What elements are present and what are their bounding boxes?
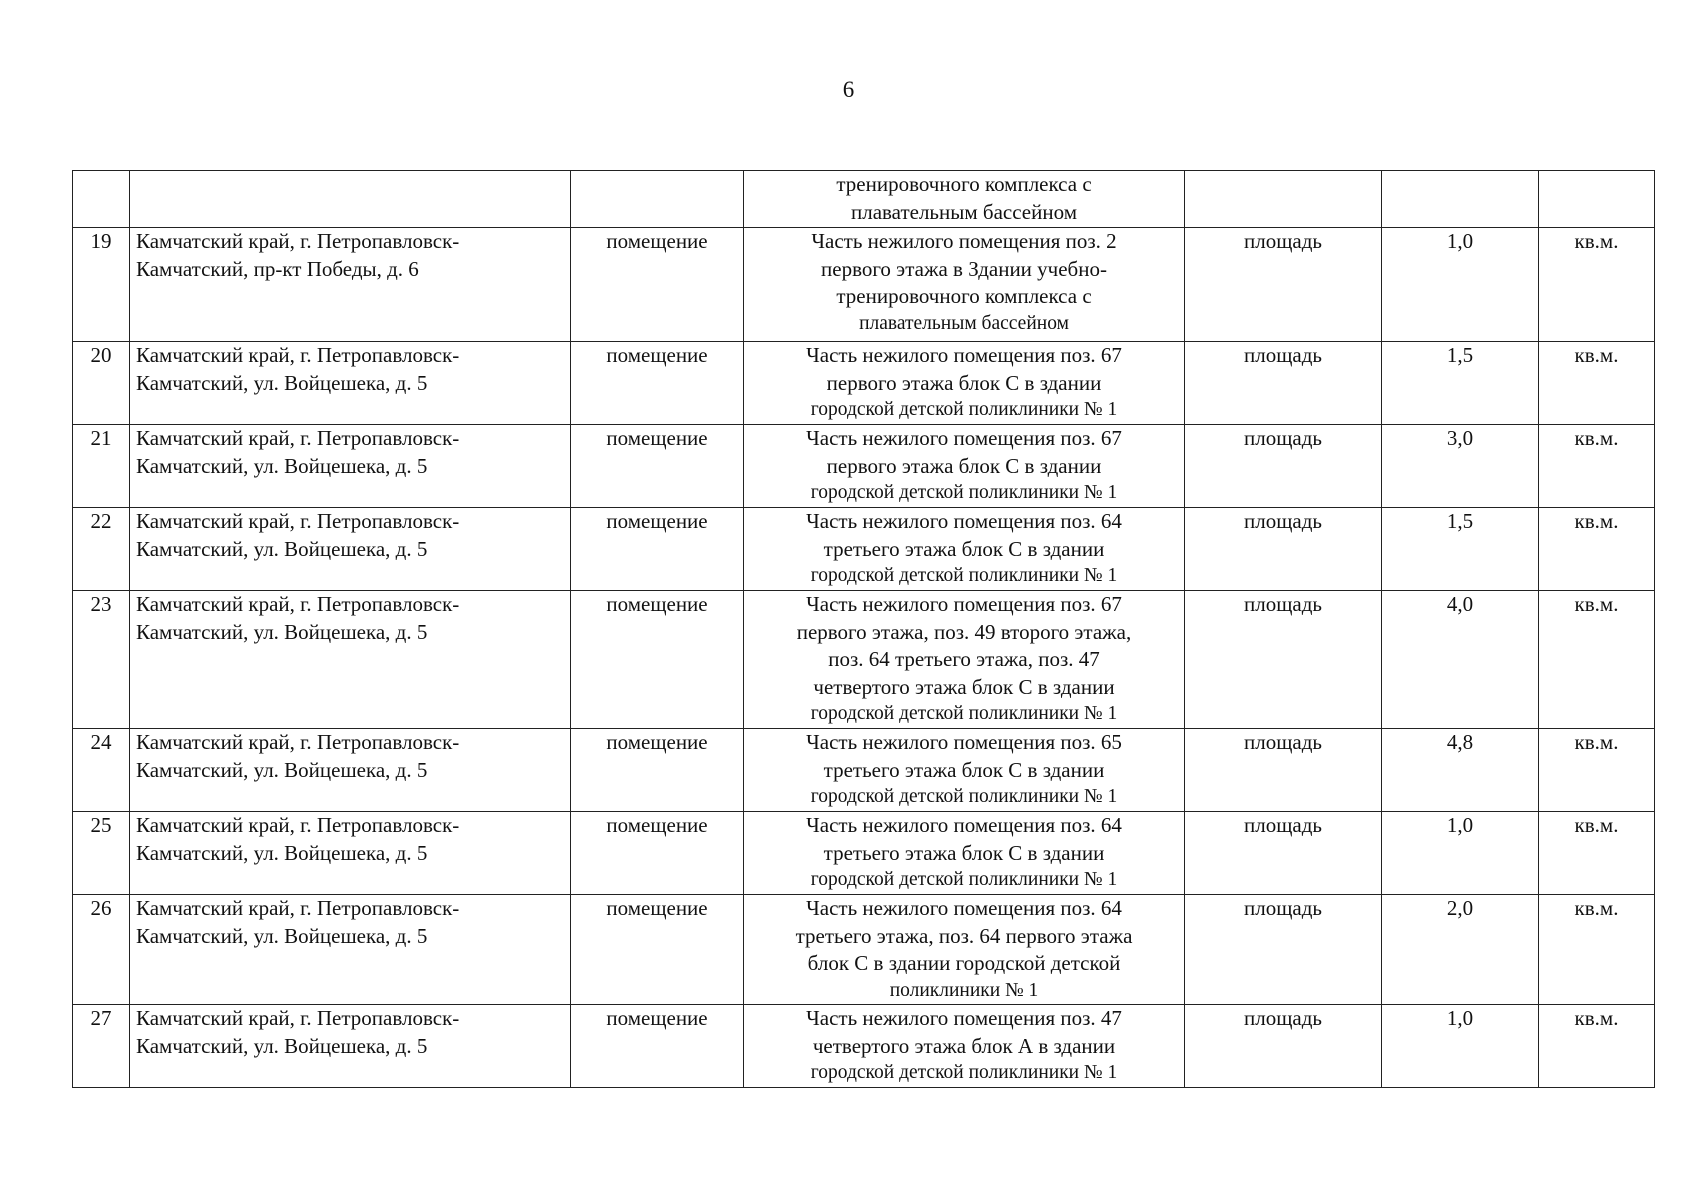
description-line: Часть нежилого помещения поз. 67 xyxy=(806,592,1122,616)
cell-type: помещение xyxy=(571,729,744,812)
table-body xyxy=(73,171,1655,1088)
cell-attribute xyxy=(1185,171,1382,228)
cell-type: помещение xyxy=(571,342,744,425)
description-line: плавательным бассейном xyxy=(859,312,1069,334)
cell-description xyxy=(744,508,1185,591)
cell-value: 3,0 xyxy=(1382,425,1539,508)
description-line: тренировочного комплекса с xyxy=(836,172,1092,196)
description-line: блок С в здании городской детской xyxy=(807,951,1121,975)
cell-description xyxy=(744,1005,1185,1088)
cell-number: 20 xyxy=(73,342,130,425)
table-row xyxy=(73,342,1655,425)
cell-type: помещение xyxy=(571,228,744,342)
description-line: городской детской поликлиники № 1 xyxy=(810,869,1118,890)
cell-address: Камчатский край, г. Петропавловск-Камчатский, ул. Войцешека, д. 5 xyxy=(130,895,571,1005)
cell-value: 4,0 xyxy=(1382,591,1539,729)
cell-value: 1,0 xyxy=(1382,228,1539,342)
description-line: городской детской поликлиники № 1 xyxy=(810,565,1118,586)
table-row xyxy=(73,1005,1655,1088)
cell-unit: кв.м. xyxy=(1539,812,1655,895)
cell-unit xyxy=(1539,171,1655,228)
description-line: третьего этажа, поз. 64 первого этажа xyxy=(795,923,1133,948)
description-line: четвертого этажа блок А в здании xyxy=(812,1033,1116,1058)
cell-unit: кв.м. xyxy=(1539,591,1655,729)
table-row-continuation xyxy=(73,171,1655,228)
description-line: плавательным бассейном xyxy=(851,199,1077,224)
cell-attribute: площадь xyxy=(1185,895,1382,1005)
cell-type: помещение xyxy=(571,591,744,729)
table-row xyxy=(73,812,1655,895)
cell-address: Камчатский край, г. Петропавловск-Камчатский, ул. Войцешека, д. 5 xyxy=(130,425,571,508)
table-row xyxy=(73,729,1655,812)
cell-address: Камчатский край, г. Петропавловск-Камчатский, ул. Войцешека, д. 5 xyxy=(130,812,571,895)
cell-unit: кв.м. xyxy=(1539,895,1655,1005)
description-line: Часть нежилого помещения поз. 2 xyxy=(811,229,1117,253)
cell-address: Камчатский край, г. Петропавловск-Камчатский, ул. Войцешека, д. 5 xyxy=(130,342,571,425)
cell-number: 27 xyxy=(73,1005,130,1088)
cell-attribute: площадь xyxy=(1185,729,1382,812)
cell-unit: кв.м. xyxy=(1539,1005,1655,1088)
cell-type: помещение xyxy=(571,1005,744,1088)
cell-number xyxy=(73,171,130,228)
cell-value: 2,0 xyxy=(1382,895,1539,1005)
cell-description xyxy=(744,228,1185,342)
cell-number: 19 xyxy=(73,228,130,342)
cell-attribute: площадь xyxy=(1185,812,1382,895)
description-line: Часть нежилого помещения поз. 67 xyxy=(806,343,1122,367)
cell-description xyxy=(744,171,1185,228)
cell-number: 23 xyxy=(73,591,130,729)
description-line: городской детской поликлиники № 1 xyxy=(810,1062,1118,1083)
cell-description xyxy=(744,729,1185,812)
cell-attribute: площадь xyxy=(1185,342,1382,425)
cell-number: 22 xyxy=(73,508,130,591)
description-line: городской детской поликлиники № 1 xyxy=(810,399,1118,420)
cell-value: 1,0 xyxy=(1382,812,1539,895)
description-line: четвертого этажа блок С в здании xyxy=(813,674,1115,699)
cell-type: помещение xyxy=(571,425,744,508)
cell-value xyxy=(1382,171,1539,228)
cell-attribute: площадь xyxy=(1185,228,1382,342)
cell-description xyxy=(744,812,1185,895)
cell-address: Камчатский край, г. Петропавловск-Камчатский, ул. Войцешека, д. 5 xyxy=(130,591,571,729)
description-line: третьего этажа блок С в здании xyxy=(823,757,1105,782)
description-line: городской детской поликлиники № 1 xyxy=(810,482,1118,503)
cell-value: 4,8 xyxy=(1382,729,1539,812)
cell-unit: кв.м. xyxy=(1539,508,1655,591)
cell-address: Камчатский край, г. Петропавловск-Камчатский, ул. Войцешека, д. 5 xyxy=(130,508,571,591)
cell-number: 24 xyxy=(73,729,130,812)
table-row xyxy=(73,425,1655,508)
table-row xyxy=(73,895,1655,1005)
description-line: Часть нежилого помещения поз. 64 xyxy=(806,896,1122,920)
cell-address xyxy=(130,171,571,228)
cell-attribute: площадь xyxy=(1185,591,1382,729)
description-line: Часть нежилого помещения поз. 64 xyxy=(806,509,1122,533)
cell-description xyxy=(744,895,1185,1005)
cell-type: помещение xyxy=(571,895,744,1005)
description-line: первого этажа блок С в здании xyxy=(826,370,1102,395)
description-line: Часть нежилого помещения поз. 64 xyxy=(806,813,1122,837)
cell-type: помещение xyxy=(571,508,744,591)
cell-value: 1,5 xyxy=(1382,508,1539,591)
description-line: поликлиники № 1 xyxy=(889,979,1039,1001)
cell-unit: кв.м. xyxy=(1539,729,1655,812)
cell-value: 1,0 xyxy=(1382,1005,1539,1088)
description-line: третьего этажа блок С в здании xyxy=(823,840,1105,865)
description-line: Часть нежилого помещения поз. 47 xyxy=(806,1006,1122,1030)
description-line: тренировочного комплекса с xyxy=(836,284,1092,308)
cell-description xyxy=(744,342,1185,425)
cell-number: 26 xyxy=(73,895,130,1005)
description-line: первого этажа, поз. 49 второго этажа, xyxy=(796,619,1132,644)
description-line: городской детской поликлиники № 1 xyxy=(810,786,1118,807)
table-row xyxy=(73,591,1655,729)
description-line: первого этажа блок С в здании xyxy=(826,453,1102,478)
table-row xyxy=(73,228,1655,342)
cell-unit: кв.м. xyxy=(1539,425,1655,508)
description-line: поз. 64 третьего этажа, поз. 47 xyxy=(828,647,1100,671)
cell-address: Камчатский край, г. Петропавловск-Камчатский, ул. Войцешека, д. 5 xyxy=(130,729,571,812)
cell-description xyxy=(744,591,1185,729)
cell-unit: кв.м. xyxy=(1539,228,1655,342)
description-line: третьего этажа блок С в здании xyxy=(823,536,1105,561)
description-line: Часть нежилого помещения поз. 67 xyxy=(806,426,1122,450)
cell-number: 21 xyxy=(73,425,130,508)
cell-type: помещение xyxy=(571,812,744,895)
table-row xyxy=(73,508,1655,591)
cell-type xyxy=(571,171,744,228)
description-line: Часть нежилого помещения поз. 65 xyxy=(806,730,1122,754)
cell-unit: кв.м. xyxy=(1539,342,1655,425)
cell-attribute: площадь xyxy=(1185,425,1382,508)
description-line: городской детской поликлиники № 1 xyxy=(810,703,1118,724)
page-number: 6 xyxy=(842,77,855,102)
cell-attribute: площадь xyxy=(1185,1005,1382,1088)
cell-value: 1,5 xyxy=(1382,342,1539,425)
cell-description xyxy=(744,425,1185,508)
cell-address: Камчатский край, г. Петропавловск-Камчатский, пр-кт Победы, д. 6 xyxy=(130,228,571,342)
property-table xyxy=(72,170,1655,1088)
cell-attribute: площадь xyxy=(1185,508,1382,591)
cell-address: Камчатский край, г. Петропавловск-Камчатский, ул. Войцешека, д. 5 xyxy=(130,1005,571,1088)
cell-number: 25 xyxy=(73,812,130,895)
description-line: первого этажа в Здании учебно- xyxy=(821,256,1107,281)
